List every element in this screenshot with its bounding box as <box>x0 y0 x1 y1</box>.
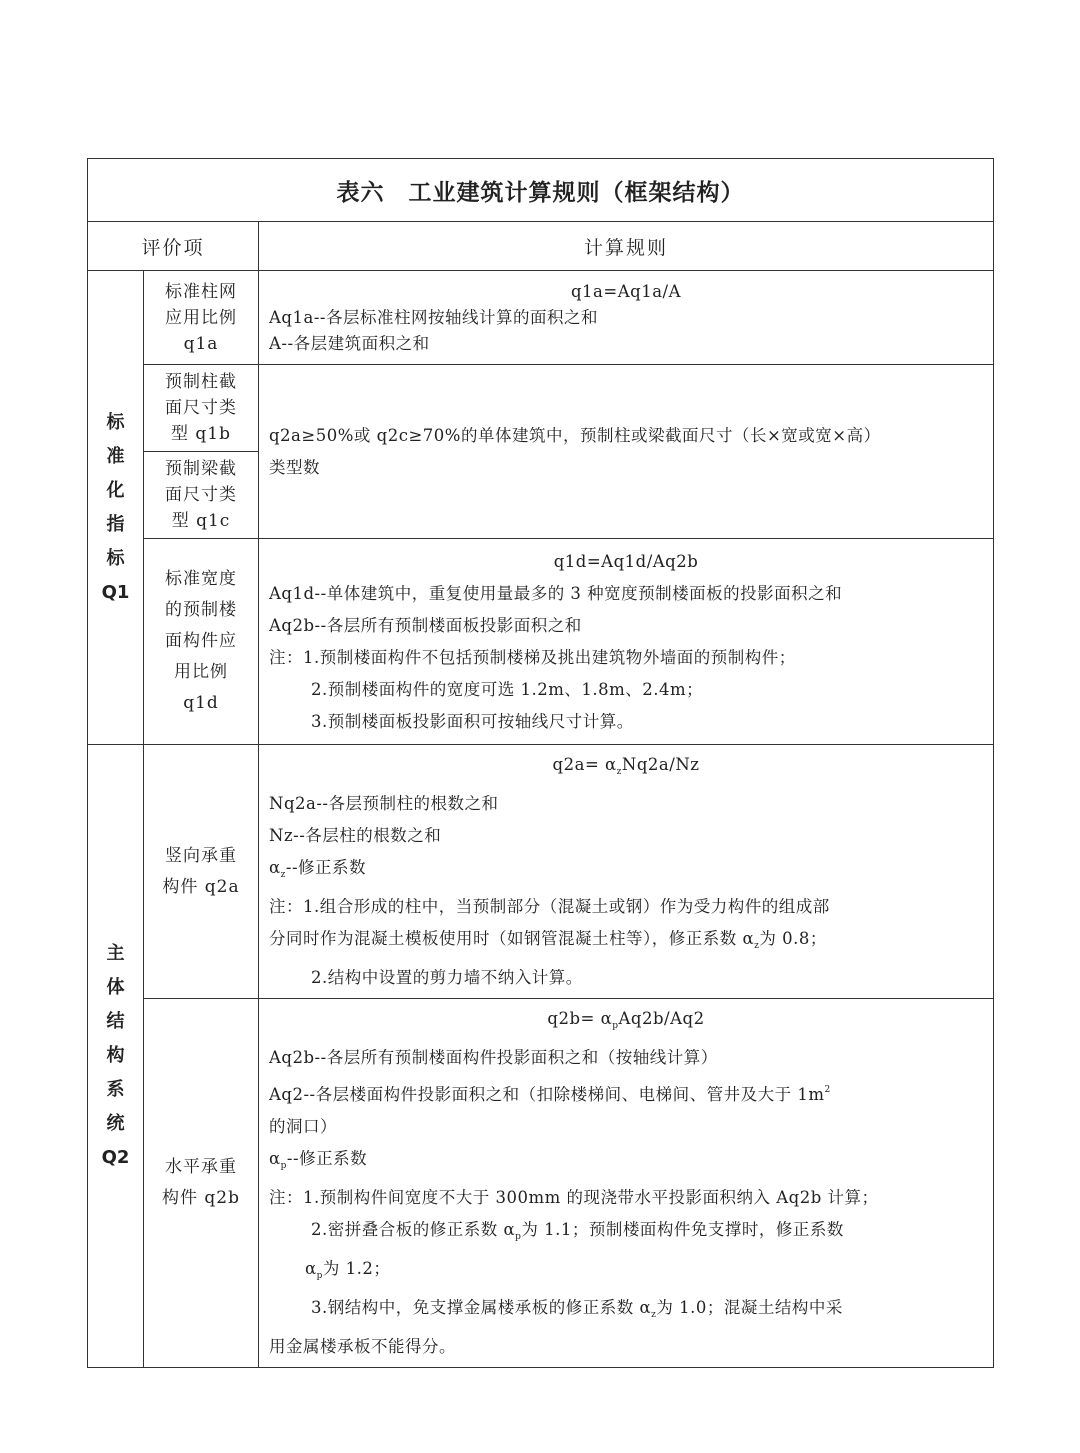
row-q1b <box>88 365 994 452</box>
header-row <box>88 222 994 271</box>
formula-part: q2a= α <box>552 755 617 774</box>
item-line: 预制梁截 <box>165 459 237 479</box>
note-line <box>269 923 983 962</box>
rule-line: Nz--各层柱的根数之和 <box>269 826 442 845</box>
text: 为 0.8； <box>759 929 827 948</box>
item-line: 标准柱网 <box>165 281 237 302</box>
text: 2.密拼叠合板的修正系数 α <box>311 1220 516 1239</box>
category-char: 准 <box>106 445 125 467</box>
alpha: α <box>269 1149 281 1168</box>
formula <box>269 749 983 788</box>
item-q2a <box>144 745 259 999</box>
formula <box>269 1003 983 1042</box>
rule-line: A--各层建筑面积之和 <box>269 333 430 353</box>
category-char: 结 <box>106 1011 125 1032</box>
subscript: p <box>515 1232 522 1242</box>
rule-q1d <box>259 539 994 745</box>
item-line: 应用比例 <box>165 307 237 328</box>
rule-line: 类型数 <box>269 457 320 477</box>
table-title: 表六 工业建筑计算规则（框架结构） <box>88 159 994 222</box>
category-char: 标 <box>106 411 125 433</box>
text: --修正系数 <box>285 858 367 877</box>
category-q1 <box>88 271 144 745</box>
alpha: α <box>269 858 281 877</box>
item-line: q1a <box>183 333 219 354</box>
formula-part: Nq2a/Nz <box>621 755 700 774</box>
note-line: 注：1.预制楼面构件不包括预制楼梯及挑出建筑物外墙面的预制构件； <box>269 647 796 667</box>
note-line: 2.预制楼面构件的宽度可选 1.2m、1.8m、2.4m； <box>311 679 704 699</box>
category-char: Q1 <box>101 581 130 603</box>
category-char: 构 <box>106 1045 125 1066</box>
item-line: 水平承重 <box>165 1157 237 1177</box>
row-q2b <box>88 999 994 1368</box>
item-line: 面尺寸类 <box>165 398 237 418</box>
category-char: 主 <box>106 943 125 964</box>
note-line: 3.预制楼面板投影面积可按轴线尺寸计算。 <box>311 711 634 731</box>
rule-line <box>269 1074 983 1111</box>
rule-line <box>269 1143 983 1182</box>
item-q1c <box>144 452 259 539</box>
subscript: p <box>316 1271 323 1281</box>
formula-part: Aq2b/Aq2 <box>618 1009 705 1028</box>
item-line: 预制柱截 <box>165 372 237 392</box>
formula-part: q2b= α <box>547 1009 613 1028</box>
text: 为 1.1；预制楼面构件免支撑时，修正系数 <box>521 1220 844 1239</box>
row-q1d <box>88 539 994 745</box>
rule-line: Aq2b--各层所有预制楼面构件投影面积之和（按轴线计算） <box>269 1048 718 1067</box>
rule-line: Nq2a--各层预制柱的根数之和 <box>269 794 499 813</box>
subscript: p <box>280 1161 287 1171</box>
item-line: 的预制楼 <box>165 600 237 620</box>
item-line: 型 q1b <box>171 424 231 444</box>
note-line: 2.结构中设置的剪力墙不纳入计算。 <box>311 968 583 987</box>
formula: q1d=Aq1d/Aq2b <box>553 551 699 571</box>
item-line: 用比例 <box>174 662 228 682</box>
row-q2a <box>88 745 994 999</box>
note-line <box>269 1214 983 1253</box>
item-line: 面构件应 <box>165 631 237 651</box>
text: 为 1.2； <box>322 1259 391 1278</box>
title-row <box>88 159 994 222</box>
category-char: 标 <box>106 547 125 569</box>
category-char: 系 <box>106 1079 125 1100</box>
category-char: 指 <box>106 513 125 535</box>
rule-line: Aq1d--单体建筑中，重复使用量最多的 3 种宽度预制楼面板的投影面积之和 <box>269 583 843 603</box>
text: --修正系数 <box>286 1149 368 1168</box>
subscript: z <box>754 941 760 951</box>
text: 分同时作为混凝土模板使用时（如钢管混凝土柱等），修正系数 α <box>269 929 755 948</box>
note-line <box>269 1292 983 1331</box>
note-line: 注：1.预制构件间宽度不大于 300mm 的现浇带水平投影面积纳入 Aq2b 计算； <box>269 1188 879 1207</box>
category-char: 体 <box>106 977 125 998</box>
rule-line <box>269 852 983 891</box>
category-char: 化 <box>106 479 125 501</box>
item-line: 竖向承重 <box>165 845 237 866</box>
subscript: p <box>612 1021 619 1031</box>
text: α <box>305 1259 317 1278</box>
subscript: z <box>280 870 286 880</box>
category-char: 统 <box>106 1113 125 1134</box>
rule-q2a <box>259 745 994 999</box>
item-q1b <box>144 365 259 452</box>
item-line: 面尺寸类 <box>165 485 237 505</box>
category-char: Q2 <box>101 1147 130 1168</box>
superscript: 2 <box>824 1085 831 1095</box>
rule-q2b <box>259 999 994 1368</box>
item-line: 构件 q2a <box>162 876 240 897</box>
item-q1d <box>144 539 259 745</box>
item-q1a <box>144 271 259 365</box>
rules-table <box>87 158 994 1368</box>
item-line: 构件 q2b <box>162 1188 240 1208</box>
text: 3.钢结构中，免支撑金属楼承板的修正系数 α <box>311 1298 652 1317</box>
item-line: 型 q1c <box>171 511 231 531</box>
rule-q1a <box>259 271 994 365</box>
note-line <box>269 1253 983 1292</box>
subscript: z <box>616 767 622 777</box>
rule-line: 的洞口） <box>269 1117 337 1136</box>
rule-line: Aq2b--各层所有预制楼面板投影面积之和 <box>269 615 582 635</box>
row-q1a <box>88 271 994 365</box>
note-line: 注：1.组合形成的柱中，当预制部分（混凝土或钢）作为受力构件的组成部 <box>269 897 830 916</box>
item-line: 标准宽度 <box>165 569 237 589</box>
rule-q1bc <box>259 365 994 539</box>
subscript: z <box>651 1310 657 1320</box>
rule-line: q2a≥50%或 q2c≥70%的单体建筑中，预制柱或梁截面尺寸（长×宽或宽×高） <box>269 425 881 445</box>
item-line: q1d <box>183 693 219 713</box>
note-line: 用金属楼承板不能得分。 <box>269 1337 456 1356</box>
item-q2b <box>144 999 259 1368</box>
rule-line: Aq1a--各层标准柱网按轴线计算的面积之和 <box>269 307 598 327</box>
header-item: 评价项 <box>88 222 259 271</box>
category-q2 <box>88 745 144 1368</box>
header-rule: 计算规则 <box>259 222 994 271</box>
text: Aq2--各层楼面构件投影面积之和（扣除楼梯间、电梯间、管井及大于 1m <box>269 1085 825 1104</box>
text: 为 1.0；混凝土结构中采 <box>656 1298 843 1317</box>
formula: q1a=Aq1a/A <box>571 281 682 301</box>
